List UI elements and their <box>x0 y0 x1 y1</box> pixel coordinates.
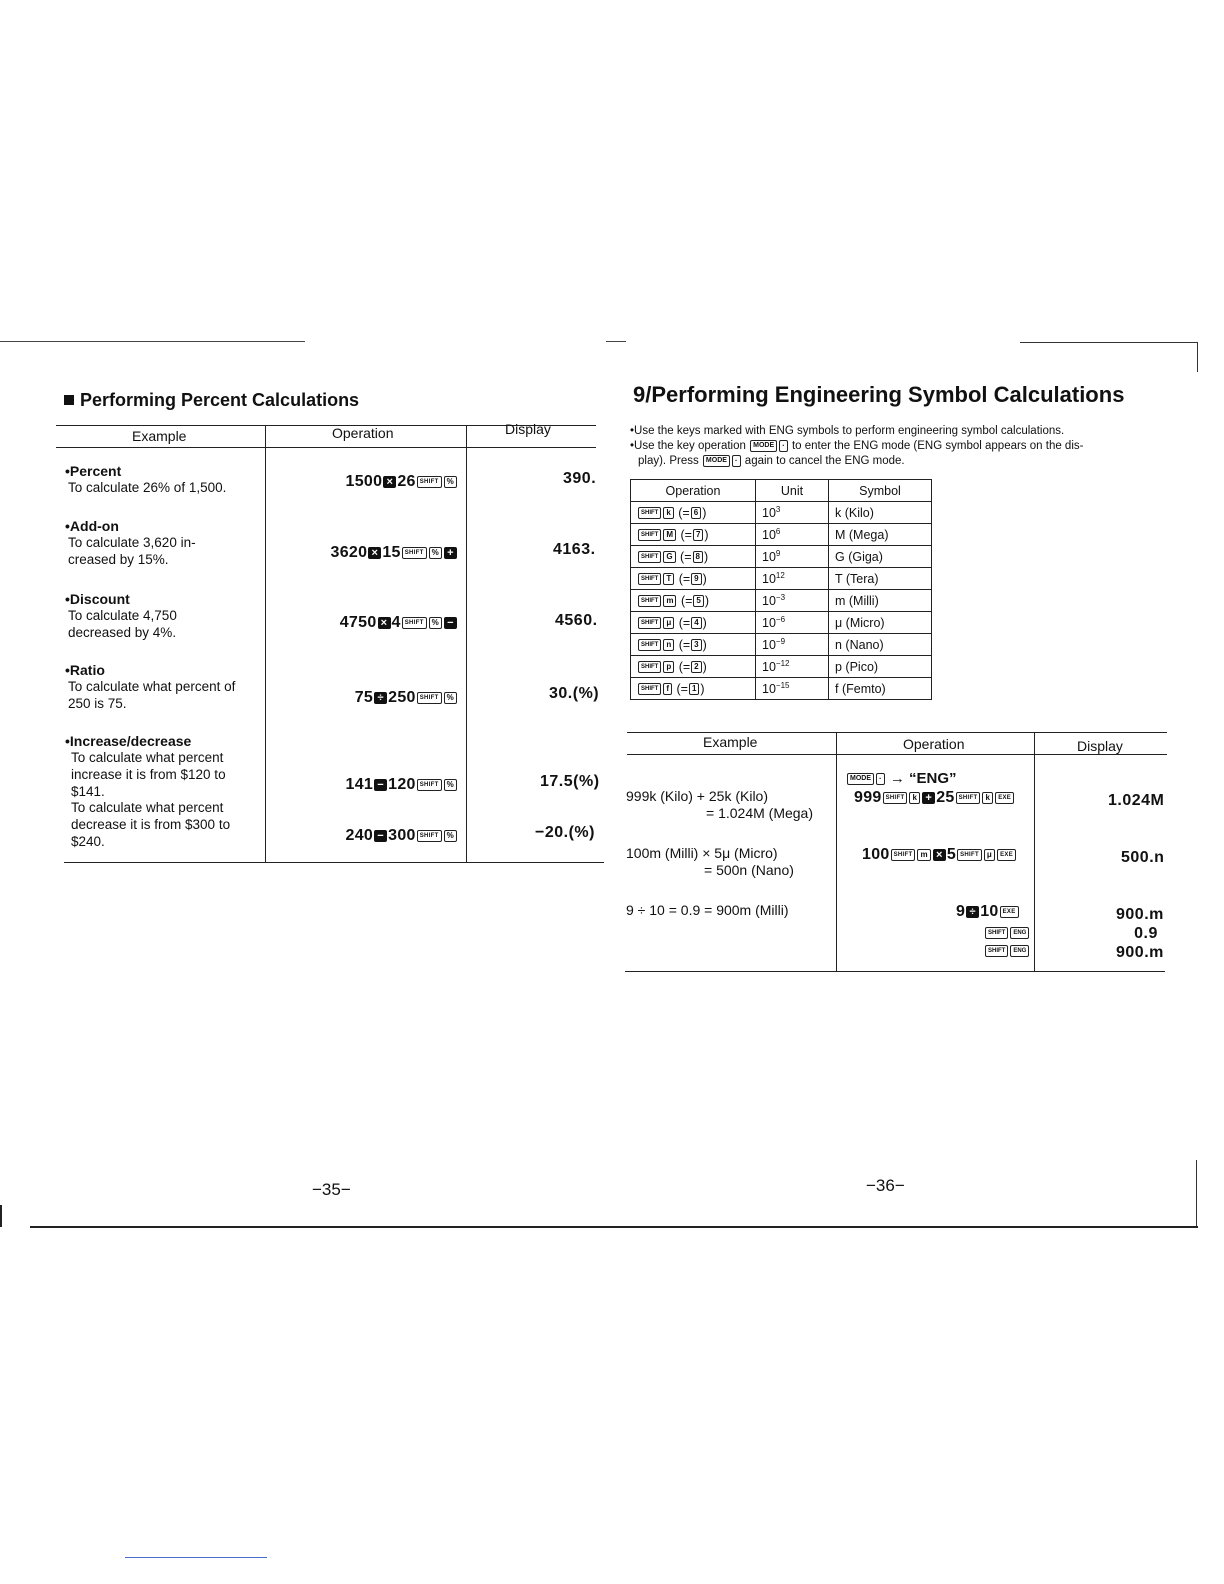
symbol-key-icon: M <box>663 529 676 541</box>
right-edge-mark <box>1196 1160 1197 1226</box>
eng-table-row <box>631 568 932 590</box>
scan-artifact-line <box>125 1557 267 1558</box>
eng-table-row <box>631 590 932 612</box>
example-heading: •Increase/decrease <box>65 733 192 749</box>
eng-symbol-cell: k (Kilo) <box>829 502 932 524</box>
page-number-right: −36− <box>866 1176 905 1195</box>
k-key-icon: k <box>909 792 920 804</box>
col-header-display: Display <box>505 421 551 437</box>
eng-symbol-cell: n (Nano) <box>829 634 932 656</box>
shift-key-icon: SHIFT <box>417 830 442 842</box>
table-bottom-rule <box>64 862 604 863</box>
shift-key-icon: SHIFT <box>417 692 442 704</box>
example-text: To calculate 3,620 in- <box>68 535 196 550</box>
eng-op-3-line-3 <box>984 942 1030 960</box>
operator-key-icon: × <box>378 617 391 629</box>
eng-unit-cell: $10^{-6}$ <box>756 612 829 634</box>
eng-operation-cell: SHIFT M (= 7 ) <box>631 524 756 546</box>
example-text: To calculate what percent <box>71 800 224 815</box>
eng-operation-cell: SHIFT n (= 3 ) <box>631 634 756 656</box>
number-entry: 4750 <box>339 614 377 631</box>
percent-example <box>65 662 235 712</box>
percent-example <box>65 733 226 800</box>
ex-header-operation: Operation <box>903 736 965 752</box>
left-edge-mark <box>0 1205 2 1227</box>
eng-unit-cell: $10^{-12}$ <box>756 656 829 678</box>
shift-key-icon: SHIFT <box>956 792 981 804</box>
example-text: $141. <box>71 784 105 799</box>
example-text: $240. <box>71 834 105 849</box>
eng-example-2: 100m (Milli) × 5μ (Micro) = 500n (Nano) <box>626 845 794 878</box>
top-rule-right-end <box>1020 342 1198 343</box>
right-section-title: 9/Performing Engineering Symbol Calculations <box>633 382 1125 407</box>
eng-symbol-cell: M (Mega) <box>829 524 932 546</box>
percent-key-icon: % <box>444 779 457 791</box>
number-entry: 15 <box>382 544 401 561</box>
shift-key-icon: SHIFT <box>638 639 661 651</box>
eng-symbol-cell: μ (Micro) <box>829 612 932 634</box>
display-value: 4560. <box>555 612 598 629</box>
eng-table-row <box>631 502 932 524</box>
shift-key-icon: SHIFT <box>402 547 427 559</box>
operator-key-icon: − <box>444 617 457 629</box>
operator-key-icon: + <box>444 547 457 559</box>
eng-operation-cell: SHIFT T (= 9 ) <box>631 568 756 590</box>
example-text: To calculate what percent <box>71 750 224 765</box>
bottom-rule <box>30 1226 1198 1228</box>
eng-unit-cell: $10^{12}$ <box>756 568 829 590</box>
number-entry: 250 <box>388 689 416 706</box>
example-heading: •Ratio <box>65 662 105 678</box>
shift-key-icon: SHIFT <box>638 595 661 607</box>
shift-key-icon: SHIFT <box>985 927 1008 939</box>
example-text: To calculate 4,750 <box>68 608 177 623</box>
percent-key-icon: % <box>444 830 457 842</box>
col-header-operation: Operation <box>332 425 394 441</box>
eng-table-row <box>631 612 932 634</box>
digit-key-icon: 2 <box>691 661 701 673</box>
eng-operation-cell: SHIFT G (= 8 ) <box>631 546 756 568</box>
eng-operation-cell: SHIFT f (= 1 ) <box>631 678 756 700</box>
mode-key-icon: MODE <box>847 773 874 785</box>
top-rule-left <box>0 341 305 342</box>
eng-example-3: 9 ÷ 10 = 0.9 = 900m (Milli) <box>626 902 789 918</box>
digit-key-icon: 1 <box>689 683 699 695</box>
shift-key-icon: SHIFT <box>985 945 1008 957</box>
operator-key-icon: − <box>374 779 387 791</box>
example-text: To calculate what percent of <box>68 679 236 694</box>
example-heading: •Add-on <box>65 518 119 534</box>
digit-key-icon: 4 <box>691 617 701 629</box>
eng-mode-entry: MODE · → “ENG” <box>846 770 957 787</box>
number-entry: 1500 <box>345 473 383 490</box>
symbol-key-icon: k <box>663 507 673 519</box>
exe-key-icon: EXE <box>995 792 1014 804</box>
example-text: 250 is 75. <box>68 696 127 711</box>
dot-key-icon: · <box>779 440 788 452</box>
m-key-icon: m <box>917 849 930 861</box>
eng-display-3: 900.m 0.9 900.m <box>1116 906 1164 961</box>
eng-symbol-cell: T (Tera) <box>829 568 932 590</box>
symbol-key-icon: n <box>663 639 674 651</box>
eng-key-icon: ENG <box>1010 927 1029 939</box>
display-value: −20.(%) <box>535 824 595 841</box>
eng-symbol-cell: p (Pico) <box>829 656 932 678</box>
ex-col-divider <box>1034 732 1035 971</box>
intro-line-2: •Use the key operation MODE · to enter the ENG mode (ENG symbol appears on the dis- <box>630 440 1084 452</box>
table-col-divider <box>466 425 467 862</box>
eng-unit-cell: $10^9$ <box>756 546 829 568</box>
percent-key-icon: % <box>429 617 442 629</box>
example-text: creased by 15%. <box>68 552 169 567</box>
digit-key-icon: 3 <box>691 639 701 651</box>
shift-key-icon: SHIFT <box>638 551 661 563</box>
ex-header-example: Example <box>703 734 758 750</box>
eng-operation-cell: SHIFT p (= 2 ) <box>631 656 756 678</box>
eng-operation-cell: SHIFT μ (= 4 ) <box>631 612 756 634</box>
intro-line-1: •Use the keys marked with ENG symbols to perform engineering symbol calculations. <box>630 425 1065 437</box>
number-entry: 240 <box>345 827 374 844</box>
shift-key-icon: SHIFT <box>402 617 427 629</box>
operator-key-icon: × <box>368 547 381 559</box>
example-heading: •Percent <box>65 463 122 479</box>
intro-line-3: play). Press MODE · again to cancel the ENG mode. <box>638 455 905 467</box>
example-text: To calculate 26% of 1,500. <box>68 480 227 495</box>
table-col-divider <box>265 425 266 862</box>
ex-header-display: Display <box>1077 738 1123 754</box>
page-number-left: −35− <box>312 1180 351 1199</box>
display-value: 390. <box>563 470 597 487</box>
symbol-key-icon: μ <box>663 617 674 629</box>
shift-key-icon: SHIFT <box>638 507 661 519</box>
digit-key-icon: 9 <box>691 573 701 585</box>
exe-key-icon: EXE <box>997 849 1016 861</box>
eng-unit-cell: $10^{-15}$ <box>756 678 829 700</box>
eng-operation-cell: SHIFT k (= 6 ) <box>631 502 756 524</box>
percent-example <box>65 463 226 496</box>
symbol-key-icon: m <box>663 595 676 607</box>
exe-key-icon: EXE <box>1000 906 1019 918</box>
eng-table-row <box>631 634 932 656</box>
shift-key-icon: SHIFT <box>417 779 442 791</box>
shift-key-icon: SHIFT <box>957 849 982 861</box>
table-header-rule <box>56 447 596 448</box>
digit-key-icon: 7 <box>693 529 703 541</box>
eng-op-3: 9 ÷ 10 EXE <box>956 903 1020 921</box>
eng-unit-cell: $10^{-9}$ <box>756 634 829 656</box>
shift-key-icon: SHIFT <box>638 683 661 695</box>
mode-key-icon: MODE <box>703 455 730 467</box>
eng-header-unit: Unit <box>756 480 829 502</box>
key-sequence <box>340 614 458 632</box>
example-text: decrease it is from $300 to <box>71 817 231 832</box>
display-value: 4163. <box>553 541 596 558</box>
square-bullet-icon <box>64 395 74 405</box>
micro-key-icon: μ <box>984 849 995 861</box>
operator-key-icon: − <box>374 830 387 842</box>
number-entry: 120 <box>388 776 416 793</box>
percent-example <box>65 591 177 641</box>
mode-key-icon: MODE <box>750 440 777 452</box>
ex-table-top-rule <box>627 732 1167 733</box>
eng-table-row <box>631 524 932 546</box>
eng-op-3-line-2 <box>984 924 1030 942</box>
shift-key-icon: SHIFT <box>638 529 661 541</box>
example-text: decreased by 4%. <box>68 625 177 640</box>
ex-col-divider <box>836 732 837 971</box>
key-sequence <box>346 473 458 491</box>
plus-key-icon: + <box>922 792 935 804</box>
left-section-title: Performing Percent Calculations <box>64 390 359 411</box>
percent-example <box>65 799 230 850</box>
digit-key-icon: 5 <box>693 595 703 607</box>
symbol-key-icon: p <box>663 661 674 673</box>
number-entry: 26 <box>397 473 416 490</box>
number-entry: 300 <box>388 827 416 844</box>
shift-key-icon: SHIFT <box>891 849 916 861</box>
divide-key-icon: ÷ <box>966 906 979 918</box>
percent-key-icon: % <box>444 692 457 704</box>
example-text: increase it is from $120 to <box>71 767 226 782</box>
eng-op-2: 100 SHIFT m × 5 SHIFT μ EXE <box>862 846 1017 864</box>
top-rule-right-start <box>606 341 626 342</box>
eng-unit-cell: $10^6$ <box>756 524 829 546</box>
eng-example-1: 999k (Kilo) + 25k (Kilo) = 1.024M (Mega) <box>626 788 813 821</box>
number-entry: 141 <box>345 776 374 793</box>
k-key-icon: k <box>982 792 993 804</box>
eng-header-operation: Operation <box>631 480 756 502</box>
key-sequence <box>346 827 458 845</box>
eng-symbol-cell: G (Giga) <box>829 546 932 568</box>
shift-key-icon: SHIFT <box>883 792 908 804</box>
percent-example <box>65 518 196 568</box>
eng-op-1: 999 SHIFT k + 25 SHIFT k EXE <box>854 789 1015 807</box>
example-heading: •Discount <box>65 591 130 607</box>
display-value: 17.5(%) <box>540 773 600 790</box>
ex-table-bottom-rule <box>625 971 1165 972</box>
eng-symbol-cell: m (Milli) <box>829 590 932 612</box>
intro-text <box>630 424 1180 469</box>
key-sequence <box>355 689 458 707</box>
shift-key-icon: SHIFT <box>638 573 661 585</box>
operator-key-icon: ÷ <box>374 692 387 704</box>
col-header-example: Example <box>132 428 187 444</box>
number-entry: 4 <box>391 614 401 631</box>
eng-unit-cell: $10^{-3}$ <box>756 590 829 612</box>
dot-key-icon: · <box>876 773 885 785</box>
key-sequence <box>331 544 458 562</box>
eng-display-1: 1.024M <box>1108 792 1165 809</box>
display-value: 30.(%) <box>549 685 600 702</box>
number-entry: 3620 <box>330 544 368 561</box>
shift-key-icon: SHIFT <box>638 661 661 673</box>
percent-key-icon: % <box>429 547 442 559</box>
eng-table-row <box>631 678 932 700</box>
eng-header-symbol: Symbol <box>829 480 932 502</box>
digit-key-icon: 8 <box>693 551 703 563</box>
symbol-key-icon: T <box>663 573 674 585</box>
shift-key-icon: SHIFT <box>417 476 442 488</box>
multiply-key-icon: × <box>933 849 946 861</box>
percent-key-icon: % <box>444 476 457 488</box>
eng-table-row <box>631 656 932 678</box>
eng-table-row <box>631 546 932 568</box>
symbol-key-icon: G <box>663 551 675 563</box>
ex-table-header-rule <box>627 754 1167 755</box>
digit-key-icon: 6 <box>691 507 701 519</box>
operator-key-icon: × <box>383 476 396 488</box>
eng-symbol-table <box>630 479 932 700</box>
eng-symbol-cell: f (Femto) <box>829 678 932 700</box>
eng-operation-cell: SHIFT m (= 5 ) <box>631 590 756 612</box>
key-sequence <box>346 776 458 794</box>
eng-unit-cell: $10^3$ <box>756 502 829 524</box>
eng-display-2: 500.n <box>1121 849 1165 866</box>
eng-table-body <box>631 502 932 700</box>
symbol-key-icon: f <box>663 683 672 695</box>
corner-mark <box>1197 342 1198 372</box>
dot-key-icon: · <box>732 455 741 467</box>
number-entry: 75 <box>354 689 374 706</box>
shift-key-icon: SHIFT <box>638 617 661 629</box>
eng-table-header-row <box>631 480 932 502</box>
eng-key-icon: ENG <box>1010 945 1029 957</box>
